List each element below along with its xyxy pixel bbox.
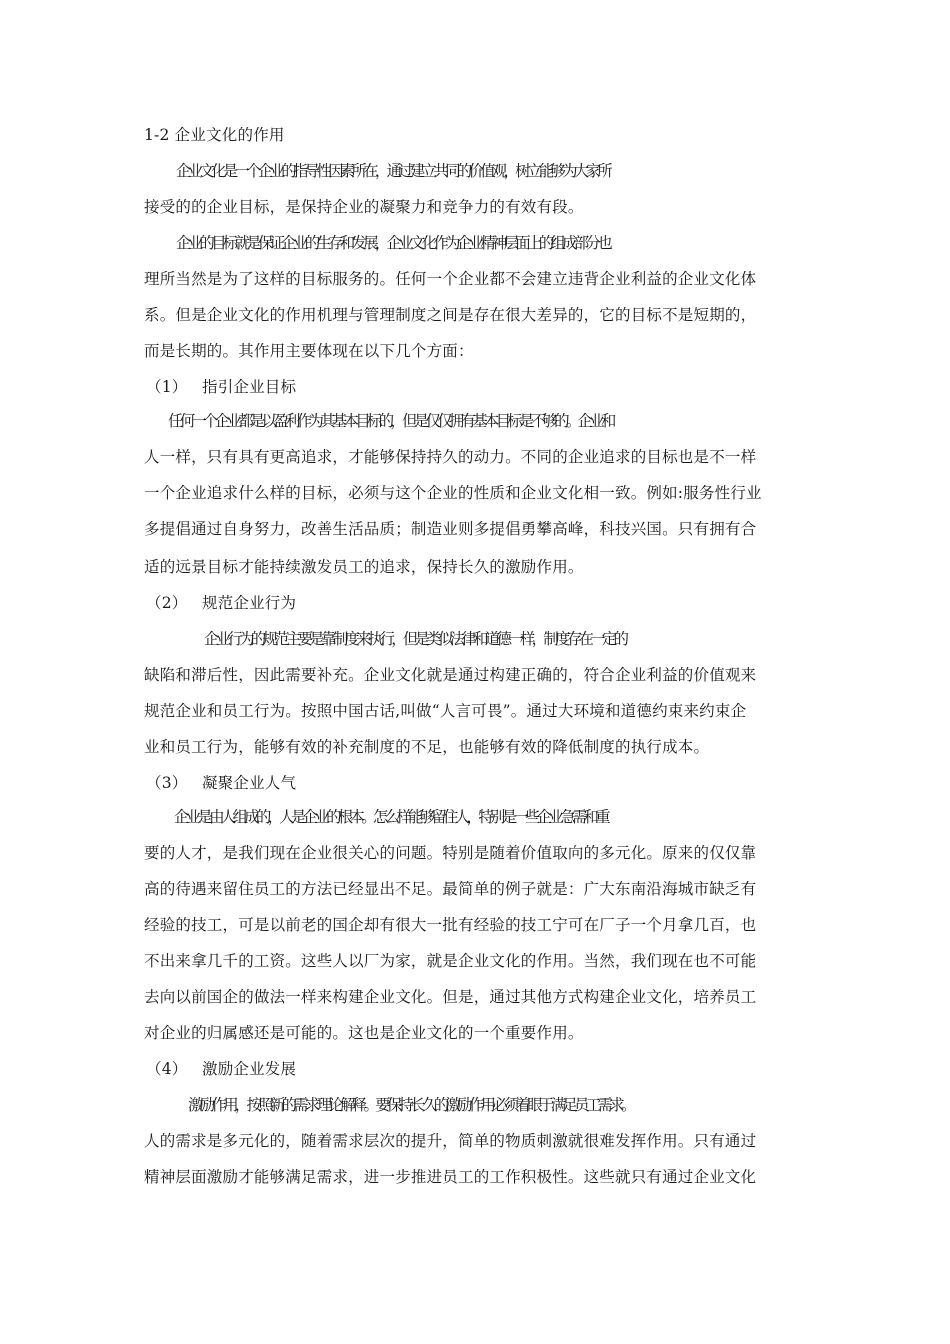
text-line: 适的远景目标才能持续激发员工的追求，保持长久的激励作用。 — [144, 558, 584, 576]
text-line: 企业文化是一个企业的指导性因素所在，通过建立共同的价值观，树立能够为大家所 — [176, 162, 609, 180]
text-line: 企业行为的规范主要是靠制度来执行，但是类似法律和道德一样，制度存在一定的 — [204, 630, 626, 648]
text-line: 对企业的归属感还是可能的。这也是企业文化的一个重要作用。 — [144, 1024, 584, 1042]
text-line: 系。但是企业文化的作用机理与管理制度之间是存在很大差异的，它的目标不是短期的， — [144, 306, 757, 324]
subsection-title: 指引企业目标 — [202, 378, 297, 396]
text-line: 人一样，只有具有更高追求，才能够保持持久的动力。不同的企业追求的目标也是不一样 — [144, 448, 757, 466]
subsection-title: 激励企业发展 — [202, 1060, 297, 1078]
text-line: 接受的的企业目标，是保持企业的凝聚力和竞争力的有效有段。 — [144, 198, 584, 216]
text-line: 人的需求是多元化的，随着需求层次的提升，简单的物质刺激就很难发挥作用。只有通过 — [144, 1132, 757, 1150]
subsection-title: 凝聚企业人气 — [202, 774, 297, 792]
text-line: 任何一个企业都是以盈利作为其基本目标的，但是仅仅拥有基本目标是不够的。企业和 — [168, 412, 613, 430]
text-line: 一个企业追求什么样的目标，必须与这个企业的性质和企业文化相一致。例如:服务性行业 — [144, 484, 762, 502]
text-line: 理所当然是为了这样的目标服务的。任何一个企业都不会建立违背企业利益的企业文化体 — [144, 270, 757, 288]
text-line: 多提倡通过自身努力，改善生活品质；制造业则多提倡勇攀高峰，科技兴国。只有拥有合 — [144, 520, 757, 538]
text-line: 规范企业和员工行为。按照中国古话,叫做“人言可畏”。通过大环境和道德约束来约束企 — [144, 702, 747, 720]
subsection-number: （2） — [146, 594, 188, 612]
subsection-title: 规范企业行为 — [202, 594, 297, 612]
subsection-number: （3） — [146, 774, 188, 792]
subsection-heading-2 — [146, 592, 826, 614]
text-line: 缺陷和滞后性，因此需要补充。企业文化就是通过构建正确的，符合企业利益的价值观来 — [144, 666, 757, 684]
subsection-heading-4 — [146, 1058, 826, 1080]
subsection-number: （1） — [146, 378, 188, 396]
section-title: 1-2 企业文化的作用 — [144, 126, 285, 144]
text-line: 经验的技工，可是以前老的国企却有很大一批有经验的技工宁可在厂子一个月拿几百，也 — [144, 916, 757, 934]
subsection-heading-3 — [146, 772, 826, 794]
text-line: 不出来拿几千的工资。这些人以厂为家，就是企业文化的作用。当然，我们现在也不可能 — [144, 952, 757, 970]
subsection-number: （4） — [146, 1060, 188, 1078]
text-line: 业和员工行为，能够有效的补充制度的不足，也能够有效的降低制度的执行成本。 — [144, 738, 710, 756]
text-line: 要的人才，是我们现在企业很关心的问题。特别是随着价值取向的多元化。原来的仅仅靠 — [144, 844, 757, 862]
text-line: 企业的目标就是保证企业的生存和发展，企业文化作为企业精神层面上的组成部分也 — [176, 234, 609, 252]
text-line: 企业是由人组成的，人是企业的根本。怎么样能够留住人，特别是一些企业急需和重 — [174, 808, 607, 826]
text-line: 去向以前国企的做法一样来构建企业文化。但是，通过其他方式构建企业文化，培养员工 — [144, 988, 757, 1006]
text-line: 激励作用，按照新的需求理论解释。要保持长久的激励作用必须着眼于满足员工需求。 — [188, 1096, 633, 1114]
text-line: 而是长期的。其作用主要体现在以下几个方面： — [144, 342, 474, 360]
text-line: 精神层面激励才能够满足需求，进一步推进员工的工作积极性。这些就只有通过企业文化 — [144, 1168, 757, 1186]
text-line: 高的待遇来留住员工的方法已经显出不足。最简单的例子就是：广大东南沿海城市缺乏有 — [144, 880, 757, 898]
subsection-heading-1 — [146, 376, 826, 398]
